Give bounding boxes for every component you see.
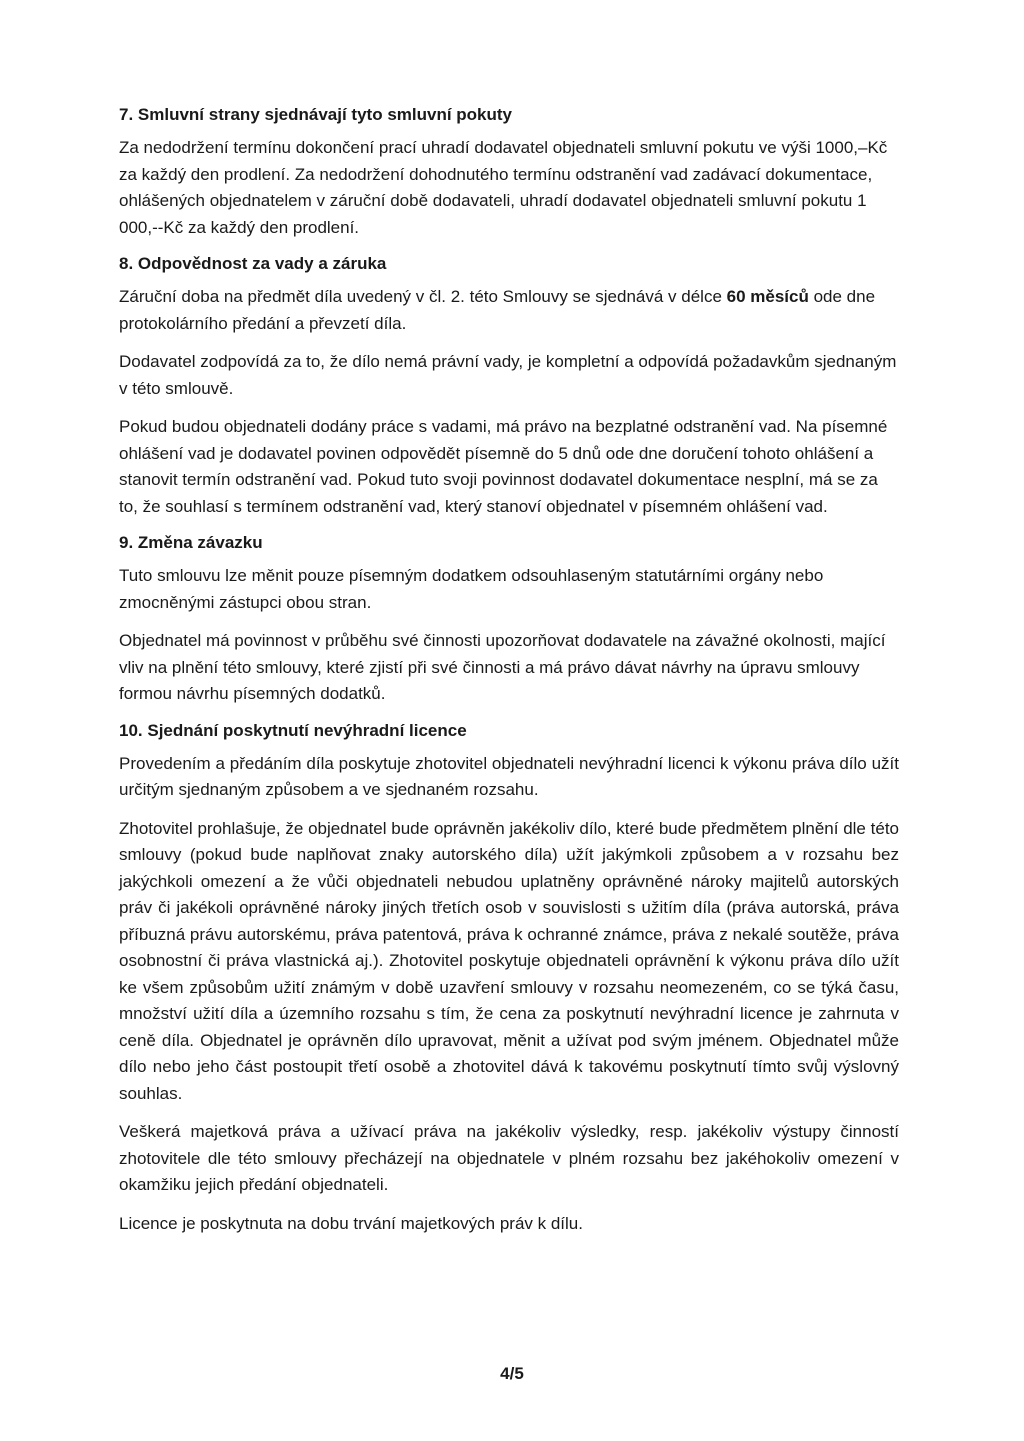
text-run: ode dne protokolárního předání a převzetí díla. [119,287,876,333]
section-7 [119,104,899,241]
document-page [119,104,899,1249]
paragraph: Licence je poskytnuta na dobu trvání majetkových práv k dílu. [119,1213,583,1233]
section-9 [119,532,899,708]
section-8 [119,253,899,520]
paragraph: Zhotovitel prohlašuje, že objednatel bude oprávněn jakékoliv dílo, které bude předmětem plnění dle této smlouvy (pokud bude naplňovat znaky autorského díla) užít jakýmkoli způsobem a v rozsahu bez jakýchkoli omezení a že vůči objednateli nebudou uplatněny oprávněné nároky majitelů autorských práv či jakékoli oprávněné nároky jiných třetích osob v souvislosti s užitím díla (práva autorská, práva příbuzná právu autorskému, práva patentová, práva k ochranné známce, práva z nekalé soutěže, práva osobnostní či práva vlastnická aj.). Zhotovitel poskytuje objednateli oprávnění k výkonu práva dílo užít ke všem způsobům užití známým v době uzavření smlouvy v rozsahu neomezeném, co se týká času, množství užití díla a územního rozsahu s tím, že cena za poskytnutí nevýhradní licence je zahrnuta v ceně díla. Objednatel je oprávněn dílo upravovat, měnit a užívat pod svým jménem. Objednatel může dílo nebo jeho část postoupit třetí osobě a zhotovitel dává k takovému poskytnutí tímto svůj výslovný souhlas. [119,818,899,1103]
paragraph-warranty-period [119,284,899,337]
text-run: Záruční doba na předmět díla uvedený v čl. 2. této Smlouvy se sjednává v délce [119,287,727,306]
paragraph: Za nedodržení termínu dokončení prací uhradí dodavatel objednateli smluvní pokutu ve výši 1000,–Kč za každý den prodlení. Za nedodržení dohodnutého termínu odstranění vad zadávací dokumentace, ohlášených objednatelem v záruční době dodavateli, uhradí dodavatel objednateli smluvní pokutu 1 000,--Kč za každý den prodlení. [119,138,888,237]
section-10 [119,720,899,1238]
paragraph: Tuto smlouvu lze měnit pouze písemným dodatkem odsouhlaseným statutárními orgány nebo zmocněnými zástupci obou stran. [119,566,824,612]
paragraph: Provedením a předáním díla poskytuje zhotovitel objednateli nevýhradní licenci k výkonu práva dílo užít určitým sjednaným způsobem a ve sjednaném rozsahu. [119,753,899,799]
paragraph: Pokud budou objednateli dodány práce s vadami, má právo na bezplatné odstranění vad. Na písemné ohlášení vad je dodavatel povinen odpovědět písemně do 5 dnů ode dne doručení tohoto ohlášení a stanovit termín odstranění vad. Pokud tuto svoji povinnost dodavatel dokumentace nesplní, má se za to, že souhlasí s termínem odstranění vad, který stanoví objednatel v písemném ohlášení vad. [119,417,888,516]
warranty-duration: 60 měsíců [726,287,809,306]
section-heading: 9. Změna závazku [119,533,263,552]
section-heading: 10. Sjednání poskytnutí nevýhradní licence [119,720,467,740]
page-number: 4/5 [500,1364,524,1383]
paragraph: Objednatel má povinnost v průběhu své činnosti upozorňovat dodavatele na závažné okolnosti, mající vliv na plnění této smlouvy, které zjistí při své činnosti a má právo dávat návrhy na úpravu smlouvy formou návrhu písemných dodatků. [119,631,886,703]
paragraph: Dodavatel zodpovídá za to, že dílo nemá právní vady, je kompletní a odpovídá požadavkům sjednaným v této smlouvě. [119,352,897,398]
section-heading: 8. Odpovědnost za vady a záruka [119,254,387,273]
section-heading: 7. Smluvní strany sjednávají tyto smluvní pokuty [119,105,513,124]
paragraph: Veškerá majetková práva a užívací práva na jakékoliv výsledky, resp. jakékoliv výstupy činností zhotovitele dle této smlouvy přecházejí na objednatele v plném rozsahu bez jakéhokoliv omezení v okamžiku jejich předání objednateli. [119,1122,899,1194]
